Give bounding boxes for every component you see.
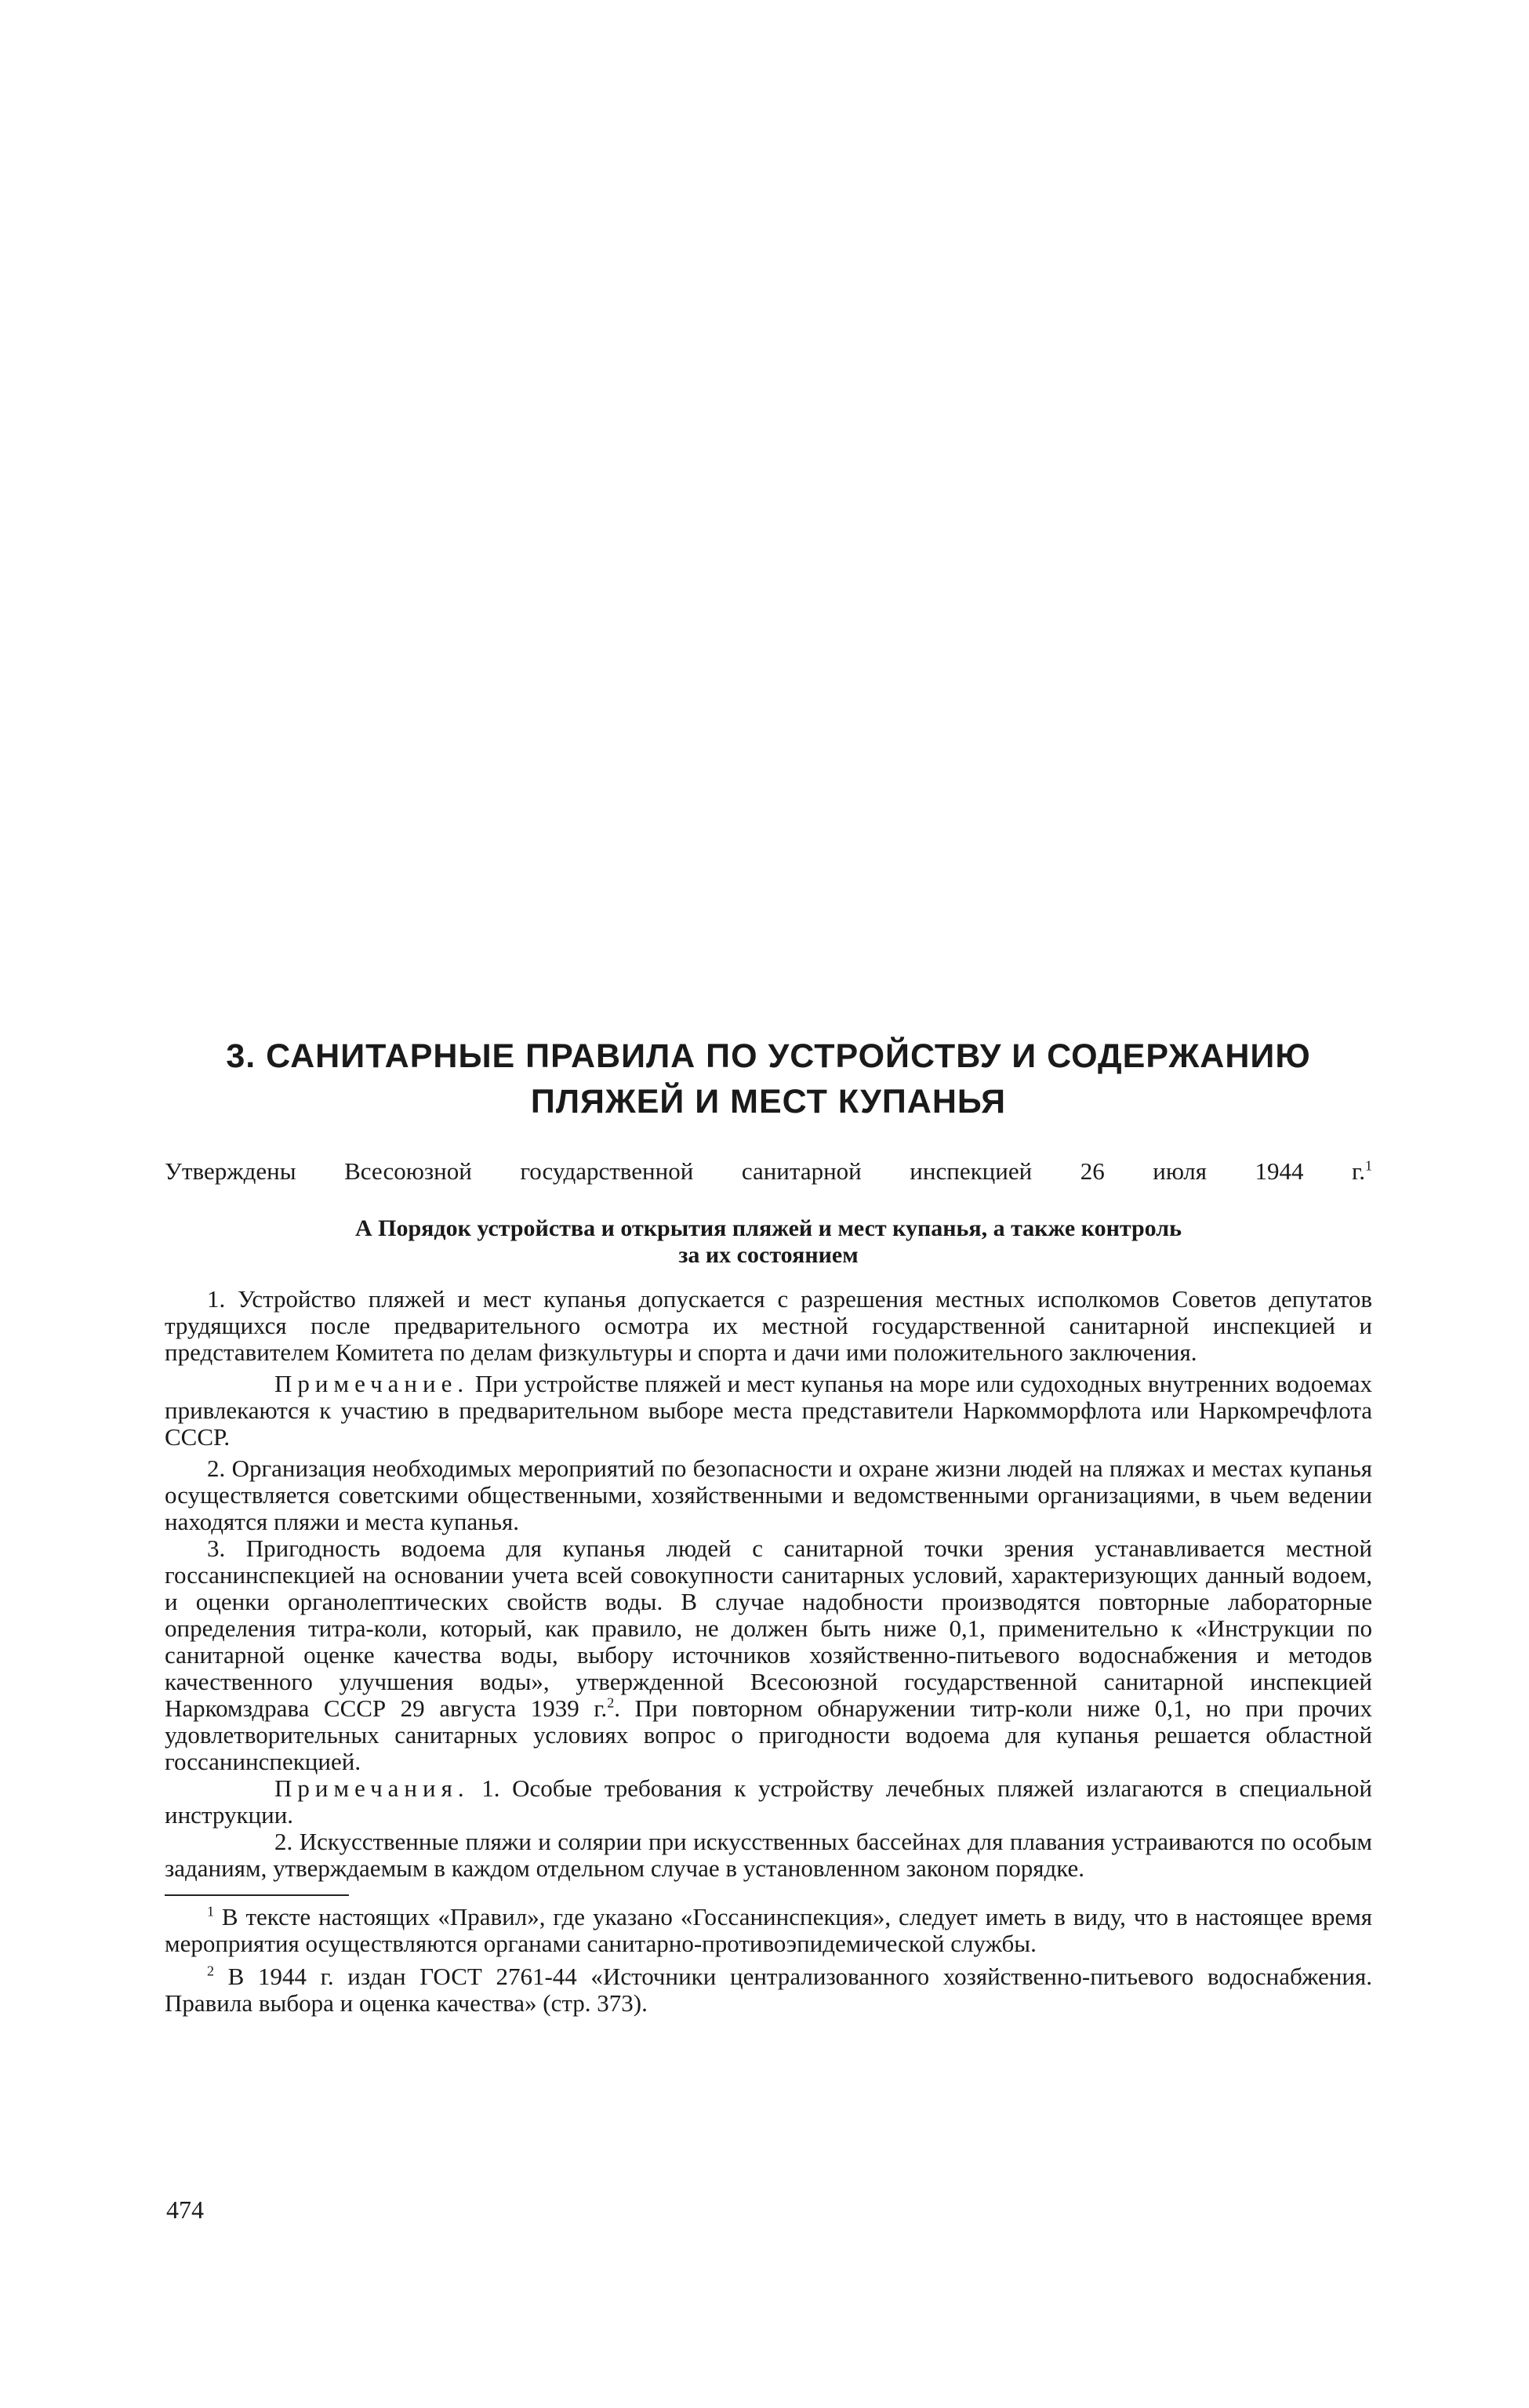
section-heading-line-2: за их состоянием: [678, 1242, 859, 1268]
document-title: [165, 1033, 1372, 1124]
notes-item-1-text: 1. Особые требования к устройству лечебных пляжей излагаются в специальной инструкции.: [165, 1774, 1372, 1829]
paragraph-3-part-a: 3. Пригодность водоема для купанья людей с санитарной точки зрения устанавливается местной госсанинспекцией на основании учета всей совокупности санитарных условий, характеризующих данный водоем, и оценки органолептических свойств воды. В случае надобности производятся повторные лабораторные определения титра-коли, который, как правило, не должен быть ниже 0,1, применительно к «Инструкции по санитарной оценке качества воды, выбору источников хозяйственно-питьевого водоснабжения и методов качественного улучшения воды», утвержденной Всесоюзной государственной санитарной инспекцией Наркомздрава СССР 29 августа 1939 г.: [165, 1535, 1372, 1722]
footnote-1-text: В тексте настоящих «Правил», где указано «Госсанинспекция», следует иметь в виду, что в настоящее время мероприятия осуществляются органами санитарно-противоэпидемической службы.: [165, 1903, 1372, 1957]
notes-item-1: [165, 1775, 1372, 1829]
notes-item-2: 2. Искусственные пляжи и солярии при искусственных бассейнах для плавания устраиваются по особым заданиям, утверждаемым в каждом отдельном случае в установленном законом порядке.: [165, 1828, 1372, 1882]
note-1-label: Примечание.: [274, 1370, 470, 1397]
paragraph-1: 1. Устройство пляжей и мест купанья допускается с разрешения местных исполкомов Советов депутатов трудящихся после предварительного осмотра их местной государственной санитарной инспекцией и представителем Комитета по делам физкультуры и спорта и дачи ими положительного заключения.: [165, 1285, 1372, 1366]
section-heading: [165, 1215, 1372, 1269]
title-line-2: ПЛЯЖЕЙ И МЕСТ КУПАНЬЯ: [530, 1083, 1007, 1120]
footnote-1: [165, 1904, 1372, 1957]
paragraph-3-part-b: . При повторном обнаружении титр-коли ниже 0,1, но при прочих удовлетворительных санитарных условиях вопрос о пригодности водоема для купанья решается областной госсанинспекцией.: [165, 1694, 1372, 1775]
footnote-2-text: В 1944 г. издан ГОСТ 2761-44 «Источники централизованного хозяйственно-питьевого водоснабжения. Правила выбора и оценка качества» (стр. 373).: [165, 1963, 1372, 2017]
footnote-divider: [165, 1894, 349, 1896]
footnote-1-marker: 1: [207, 1903, 214, 1919]
footnote-ref: 2: [607, 1694, 615, 1711]
note-1-text: При устройстве пляжей и мест купанья на море или судоходных внутренних водоемах привлекаются к участию в предварительном выборе места представители Наркомморфлота или Наркомречфлота СССР.: [165, 1370, 1372, 1451]
paragraph-2: 2. Организация необходимых мероприятий по безопасности и охране жизни людей на пляжах и местах купанья осуществляется советскими общественными, хозяйственными и ведомственными организациями, в чьем ведении находятся пляжи и места купанья.: [165, 1455, 1372, 1535]
title-line-1: 3. САНИТАРНЫЕ ПРАВИЛА ПО УСТРОЙСТВУ И СОДЕРЖАНИЮ: [226, 1037, 1311, 1075]
paragraph-3: [165, 1535, 1372, 1775]
note-1: [165, 1371, 1372, 1451]
document-page: [165, 1033, 1372, 2017]
approval-text: Утверждены Всесоюзной государственной санитарной инспекцией 26 июля 1944 г.: [165, 1157, 1365, 1185]
page-number: 474: [166, 2196, 204, 2224]
footnote-ref: 1: [1365, 1157, 1372, 1174]
approval-line: [165, 1156, 1372, 1187]
notes-label: Примечания.: [274, 1774, 470, 1802]
footnote-2: [165, 1963, 1372, 2017]
section-heading-line-1: А Порядок устройства и открытия пляжей и мест купанья, а также контроль: [355, 1215, 1182, 1241]
footnote-2-marker: 2: [207, 1963, 214, 1979]
